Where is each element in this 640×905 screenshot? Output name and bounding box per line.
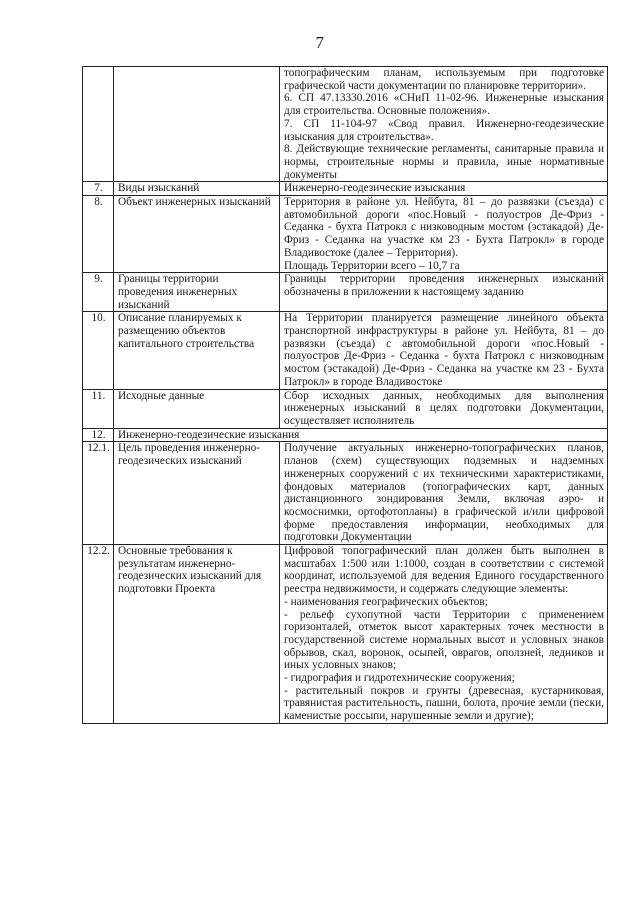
page-number: 7 [315,33,325,52]
row-value [280,67,608,182]
value-text: Площадь Территории всего – 10,7 га [284,259,460,272]
row-value [280,182,608,196]
value-text: - гидрография и гидротехнические сооружения; [284,672,515,685]
table-row [83,67,608,182]
row-name: Описание планируемых к размещению объектов капитального строительства [114,312,280,389]
row-name: Виды изысканий [114,182,280,196]
row-value [280,389,608,428]
row-number [83,67,114,182]
value-text: 6. СП 47.13330.2016 «СНиП 11-02-96. Инженерные изыскания для строительства. Основные положения». [284,92,604,118]
row-name [114,67,280,182]
value-text: Границы территории проведения инженерных изысканий обозначены в приложении к настоящему заданию [284,273,604,298]
row-name: Основные требования к результатам инженерно-геодезических изысканий для подготовки Проекта [114,545,280,724]
row-number: 12.2. [83,545,114,724]
value-text: - рельеф сухопутной части Территории с применением горизонталей, отметок высот характерных точек местности в государственной системе нормальных высот и условных знаков обрывов, скал, воронок, осыпей, оврагов, оползней, ледников и иных условных знаков; [284,608,604,672]
row-name: Цель проведения инженерно-геодезических изысканий [114,442,280,545]
row-name: Границы территории проведения инженерных изысканий [114,273,280,312]
row-value [280,312,608,389]
value-text: Получение актуальных инженерно-топографических планов, планов (схем) существующих подземных и надземных инженерных сооружений с их техническими характеристиками, фондовых материалов (топографических карт, данных дистанционного зондирования Земли, включая аэро- и космоснимки, ортофотопланы) в графической и/или цифровой форме предоставления информации, необходимых для подготовки Документации [284,442,604,544]
table-row [83,442,608,545]
value-text: 7. СП 11-104-97 «Свод правил. Инженерно-геодезические изыскания для строительства». [284,117,604,143]
row-number: 8. [83,196,114,273]
row-name: Объект инженерных изысканий [114,196,280,273]
value-text: 8. Действующие технические регламенты, санитарные правила и нормы, строительные нормы и правила, иные нормативные документы [284,143,604,181]
value-text: На Территории планируется размещение линейного объекта транспортной инфраструктуры в районе ул. Нейбута, 81 – до развязки (съезда) с автомобильной дороги «пос.Новый - полуостров Де-Фриз - Седанка - бухта Патрокл с низководным мостом (эстакадой) Де-Фриз - Седанка на участке км 23 - Бухта Патрокл» в городе Владивостоке [284,312,604,388]
requirements-table [82,66,608,724]
value-text: Территория в районе ул. Нейбута, 81 – до развязки (съезда) с автомобильной дороги «пос.Новый - полуостров Де-Фриз - Седанка - бухта Патрокл с низководным мостом (эстакадой) Де-Фриз - Седанка на участке км 23 - Бухта Патрокл» в городе Владивостоке (далее – Территория). [284,196,604,259]
section-heading: Инженерно-геодезические изыскания [114,428,608,442]
table-row [83,312,608,389]
value-text: топографическим планам, используемым при подготовке графической части документации по планировке территории». [284,67,604,92]
row-number: 12.1. [83,442,114,545]
table-row [83,545,608,724]
table-row [83,182,608,196]
table-row [83,196,608,273]
value-text: Сбор исходных данных, необходимых для выполнения инженерных изысканий в целях подготовки Документации, осуществляет исполнитель [284,389,604,427]
row-number: 11. [83,389,114,428]
row-value [280,273,608,312]
value-text: - растительный покров и грунты (древесная, кустарниковая, травянистая растительность, пашни, болота, прочие земли (пески, каменистые россыпи, нарушенные земли и другие); [284,684,604,723]
table-row [83,389,608,428]
row-value [280,442,608,545]
value-text: Цифровой топографический план должен быть выполнен в масштабах 1:500 или 1:1000, создан в соответствии с системой координат, используемой для ведения Единого государственного реестра недвижимости, и содержать следующие элементы: [284,545,604,596]
table-row [83,428,608,442]
row-value [280,545,608,724]
row-number: 12. [83,428,114,442]
table-row [83,273,608,312]
value-text: Инженерно-геодезические изыскания [284,182,466,195]
row-name: Исходные данные [114,389,280,428]
value-text: - наименования географических объектов; [284,595,488,608]
row-number: 9. [83,273,114,312]
row-value [280,196,608,273]
row-number: 10. [83,312,114,389]
row-number: 7. [83,182,114,196]
